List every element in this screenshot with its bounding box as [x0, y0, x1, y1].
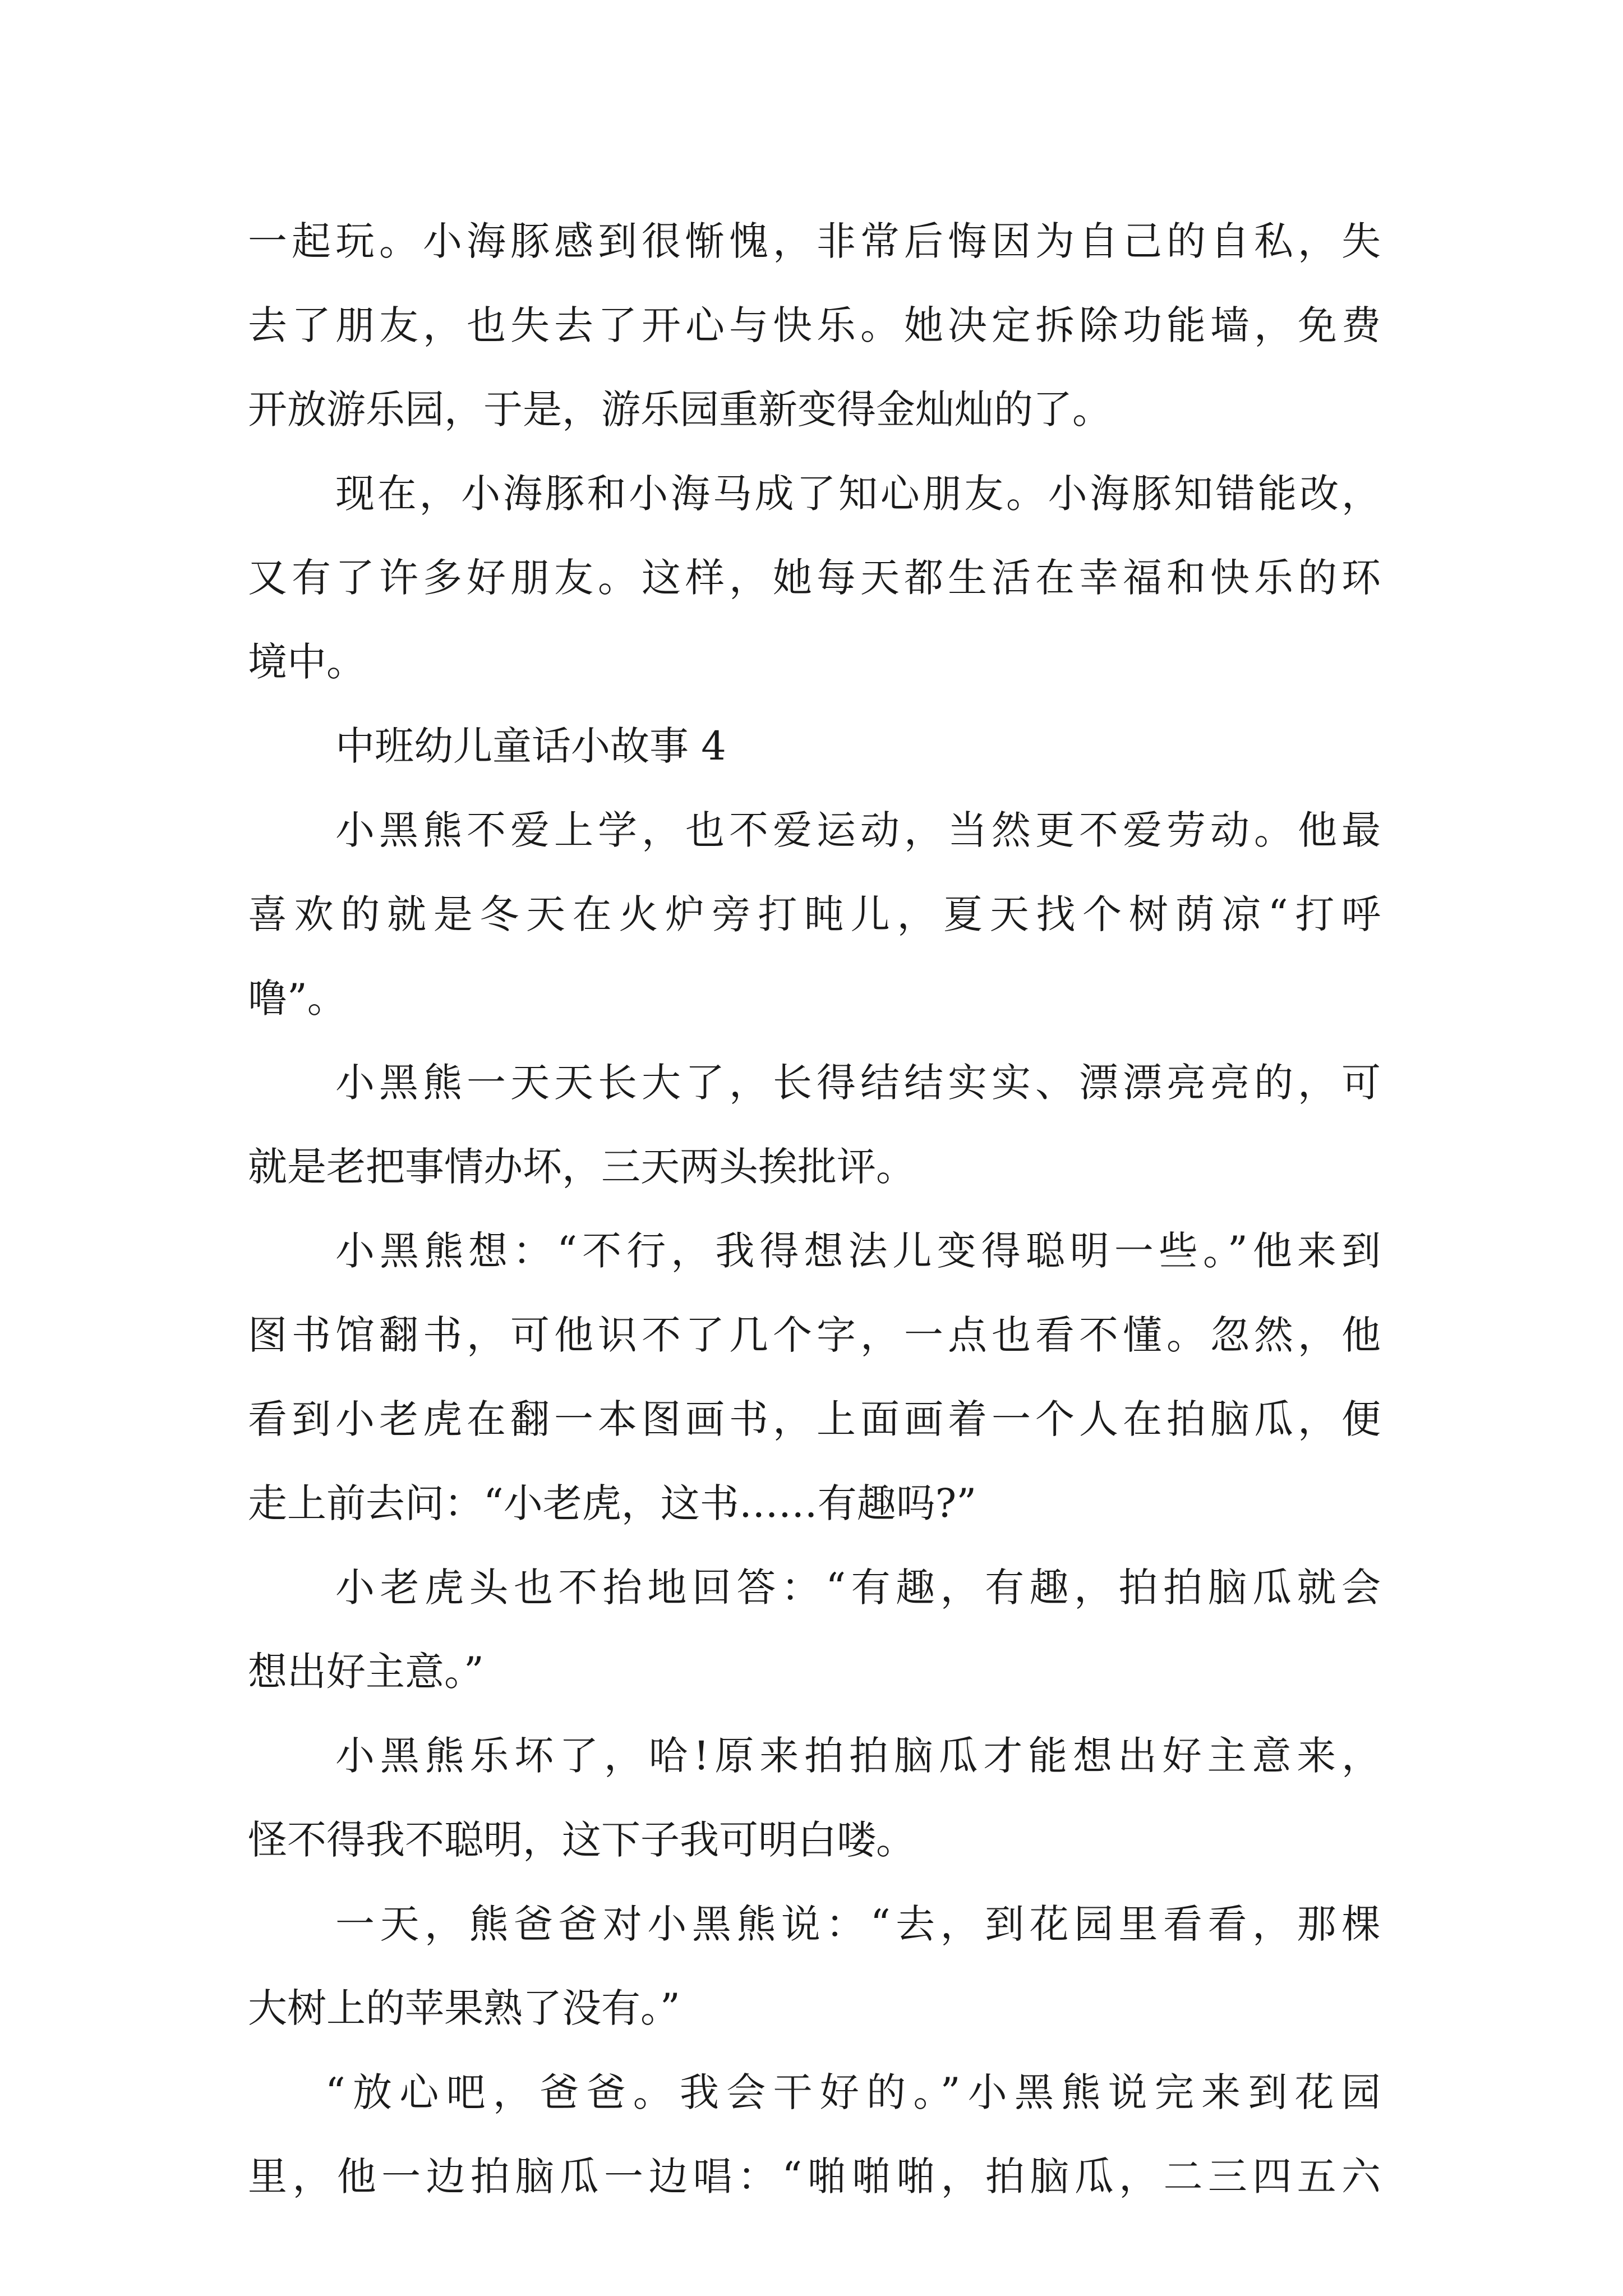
paragraph-8-line-1: 小黑熊乐坏了，哈!原来拍拍脑瓜才能想出好主意来，: [335, 1733, 1381, 1779]
paragraph-2-line-2: 又有了许多好朋友。这样，她每天都生活在幸福和快乐的环: [248, 555, 1381, 601]
paragraph-6-line-2: 图书馆翻书，可他识不了几个字，一点也看不懂。忽然，他: [248, 1312, 1381, 1358]
paragraph-9-line-2: 大树上的苹果熟了没有。”: [248, 1985, 680, 2031]
paragraph-4-line-1: 小黑熊不爱上学，也不爱运动，当然更不爱劳动。他最: [335, 807, 1381, 853]
paragraph-6-line-3: 看到小老虎在翻一本图画书，上面画着一个人在拍脑瓜，便: [248, 1396, 1381, 1442]
paragraph-4-line-2: 喜欢的就是冬天在火炉旁打盹儿，夏天找个树荫凉“打呼: [248, 891, 1381, 937]
paragraph-1-line-2: 去了朋友，也失去了开心与快乐。她决定拆除功能墙，免费: [248, 302, 1381, 348]
paragraph-7-line-2: 想出好主意。”: [248, 1649, 484, 1695]
paragraph-9-line-1: 一天，熊爸爸对小黑熊说：“去，到花园里看看，那棵: [335, 1901, 1381, 1947]
paragraph-7-line-1: 小老虎头也不抬地回答：“有趣，有趣，拍拍脑瓜就会: [335, 1565, 1381, 1611]
paragraph-10-line-1: “放心吧，爸爸。我会干好的。”小黑熊说完来到花园: [325, 2069, 1381, 2115]
paragraph-5-line-1: 小黑熊一天天长大了，长得结结实实、漂漂亮亮的，可: [335, 1060, 1381, 1106]
paragraph-10-line-2: 里，他一边拍脑瓜一边唱：“啪啪啪，拍脑瓜，二三四五六: [248, 2154, 1381, 2200]
story-heading: 中班幼儿童话小故事 4: [335, 723, 726, 769]
paragraph-1-line-3: 开放游乐园，于是，游乐园重新变得金灿灿的了。: [248, 386, 1112, 432]
paragraph-5-line-2: 就是老把事情办坏，三天两头挨批评。: [248, 1144, 915, 1190]
paragraph-6-line-4: 走上前去问：“小老虎，这书……有趣吗?”: [248, 1480, 977, 1526]
paragraph-2-line-1: 现在，小海豚和小海马成了知心朋友。小海豚知错能改，: [335, 471, 1381, 517]
paragraph-1-line-1: 一起玩。小海豚感到很惭愧，非常后悔因为自己的自私，失: [248, 218, 1381, 264]
paragraph-8-line-2: 怪不得我不聪明，这下子我可明白喽。: [248, 1817, 915, 1863]
paragraph-4-line-3: 噜”。: [248, 976, 347, 1022]
paragraph-6-line-1: 小黑熊想：“不行，我得想法儿变得聪明一些。”他来到: [335, 1228, 1381, 1274]
paragraph-2-line-3: 境中。: [248, 639, 366, 685]
